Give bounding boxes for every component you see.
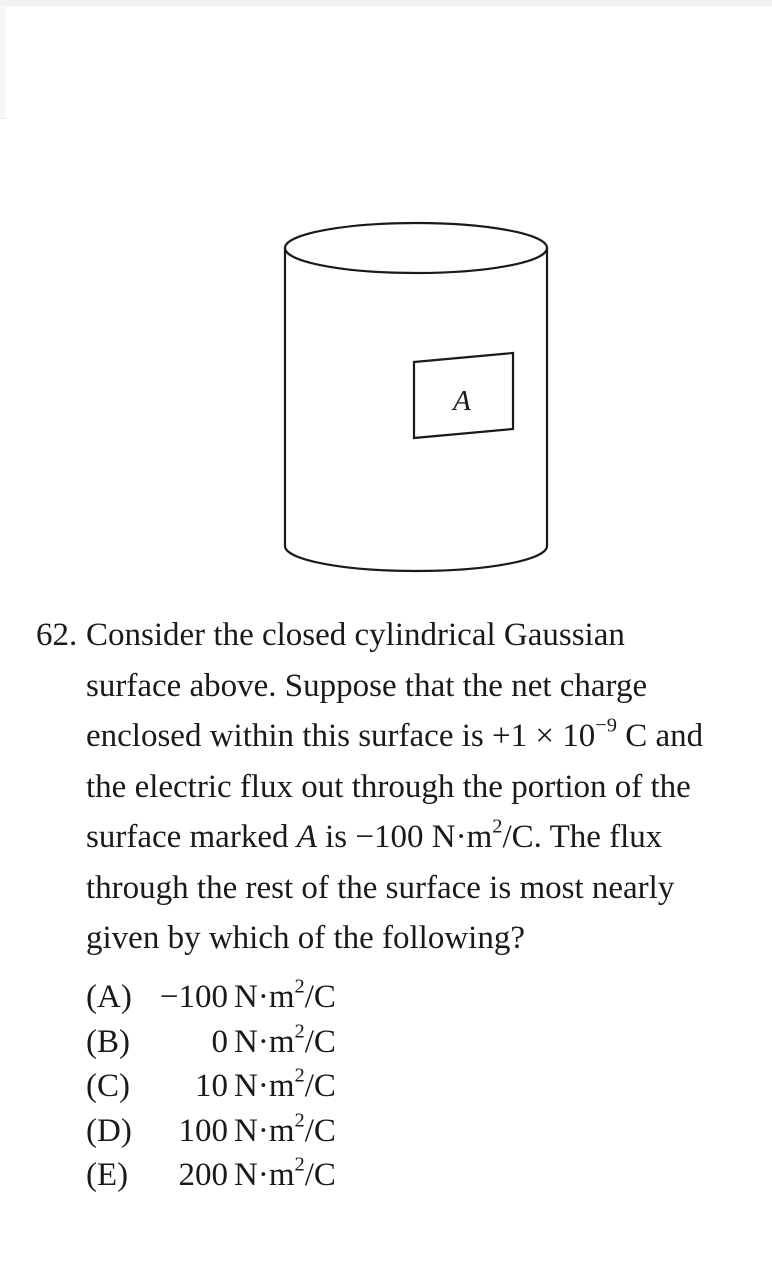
question-line-2: surface above. Suppose that the net charge: [86, 667, 648, 704]
question-line-6: through the rest of the surface is most nearly: [86, 869, 675, 906]
left-edge-strip: [0, 6, 6, 119]
question-62: [36, 610, 766, 964]
cylinder-top-ellipse: [285, 223, 547, 273]
top-edge-strip: [0, 0, 772, 6]
choice-e[interactable]: (E) 200 $N\cdot m^2/C$: [86, 1153, 336, 1193]
choice-a[interactable]: (A) −100 $N\cdot m^2/C$: [86, 975, 336, 1015]
region-a-label: A: [453, 385, 471, 417]
question-line-4: the electric flux out through the portion of the: [86, 768, 691, 805]
question-line-7: given by which of the following?: [86, 920, 525, 956]
question-stem: [86, 610, 766, 964]
question-line-5: surface marked A is −100 $N\cdot m^2/C$. The flux: [86, 815, 663, 855]
question-number: 62.: [36, 617, 78, 653]
choice-c[interactable]: (C) 10 $N\cdot m^2/C$: [86, 1064, 336, 1104]
answer-choices: [86, 975, 336, 1198]
choice-b[interactable]: (B) 0 $N\cdot m^2/C$: [86, 1019, 336, 1060]
cylinder-diagram: [276, 216, 556, 582]
cylinder-figure: [276, 216, 556, 582]
question-line-1: Consider the closed cylindrical Gaussian: [86, 617, 625, 653]
cylinder-bottom-arc: [285, 546, 547, 571]
question-line-3: enclosed within this surface is $+1 \times 10^{-9}$ C and: [86, 714, 704, 754]
choice-d[interactable]: (D) 100 $N\cdot m^2/C$: [86, 1108, 336, 1149]
